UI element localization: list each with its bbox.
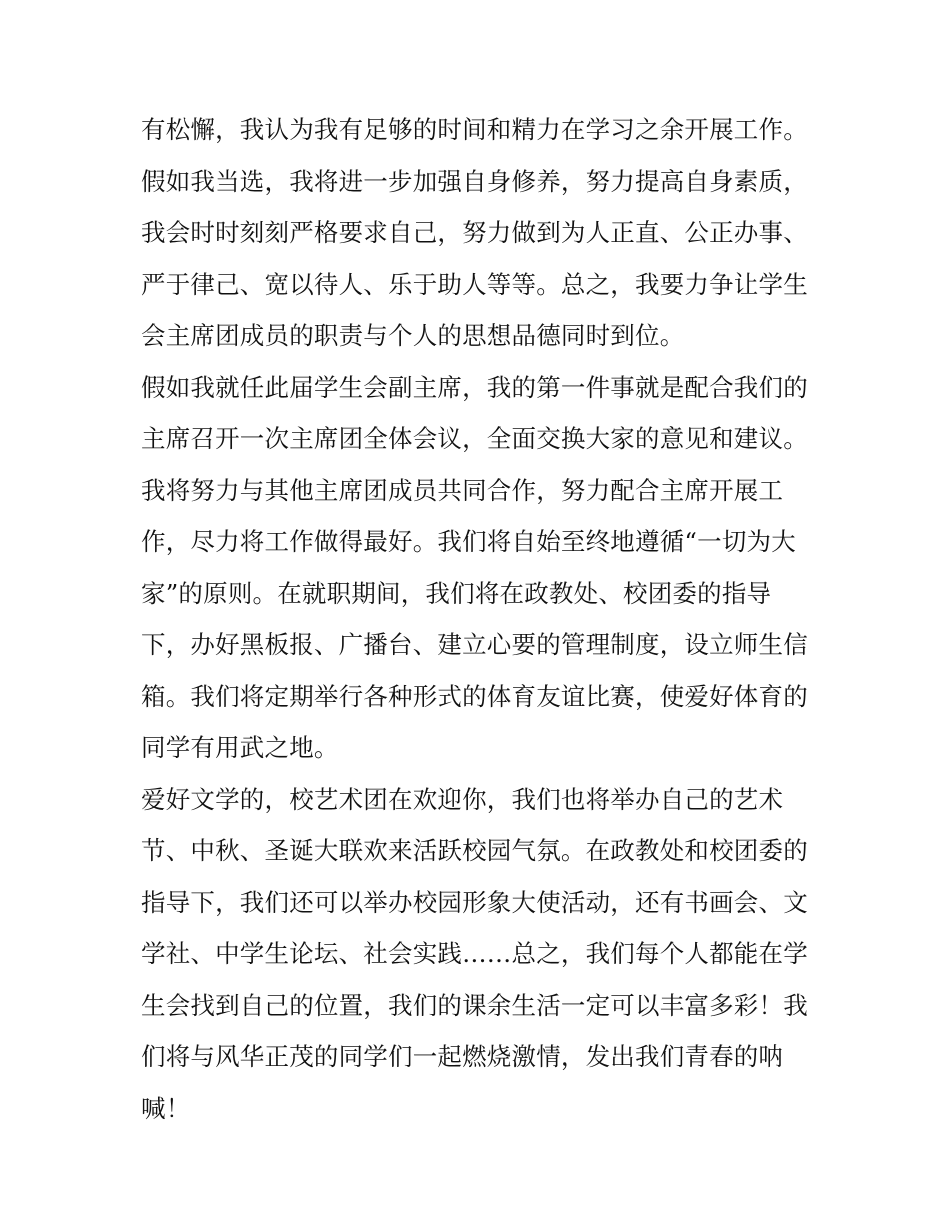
text-line: 假如我当选，我将进一步加强自身修养，努力提高自身素质， (141, 166, 808, 196)
text-line: 作，尽力将工作做得最好。我们将自始至终地遵循“一切为大 (141, 527, 796, 556)
text-line: 家”的原则。在就职期间，我们将在政教处、校团委的指导 (141, 578, 772, 608)
text-line: 们将与风华正茂的同学们一起燃烧激情，发出我们青春的呐 (141, 1042, 784, 1071)
text-line: 同学有用武之地。 (141, 733, 339, 762)
text-line: 我将努力与其他主席团成员共同合作，努力配合主席开展工 (141, 475, 784, 505)
text-line: 我会时时刻刻严格要求自己，努力做到为人正直、公正办事、 (141, 218, 808, 247)
document-body (141, 104, 821, 1134)
text-line: 爱好文学的，校艺术团在欢迎你，我们也将举办自己的艺术 (141, 784, 784, 814)
text-line: 喊！ (141, 1093, 191, 1123)
text-line: 指导下，我们还可以举办校园形象大使活动，还有书画会、文 (141, 887, 808, 917)
text-line: 节、中秋、圣诞大联欢来活跃校园气氛。在政教处和校团委的 (141, 836, 808, 865)
text-line: 生会找到自己的位置，我们的课余生活一定可以丰富多彩！我 (141, 990, 808, 1020)
text-line: 下，办好黑板报、广播台、建立心要的管理制度，设立师生信 (141, 630, 808, 659)
text-line: 严于律己、宽以待人、乐于助人等等。总之，我要力争让学生 (141, 269, 808, 299)
text-line: 有松懈，我认为我有足够的时间和精力在学习之余开展工作。 (141, 115, 808, 144)
text-line: 假如我就任此届学生会副主席，我的第一件事就是配合我们的 (141, 372, 808, 402)
text-line: 箱。我们将定期举行各种形式的体育友谊比赛，使爱好体育的 (141, 681, 808, 711)
text-line: 学社、中学生论坛、社会实践……总之，我们每个人都能在学 (141, 939, 808, 968)
text-line: 主席召开一次主席团全体会议，全面交换大家的意见和建议。 (141, 424, 808, 453)
text-line: 会主席团成员的职责与个人的思想品德同时到位。 (141, 321, 685, 350)
